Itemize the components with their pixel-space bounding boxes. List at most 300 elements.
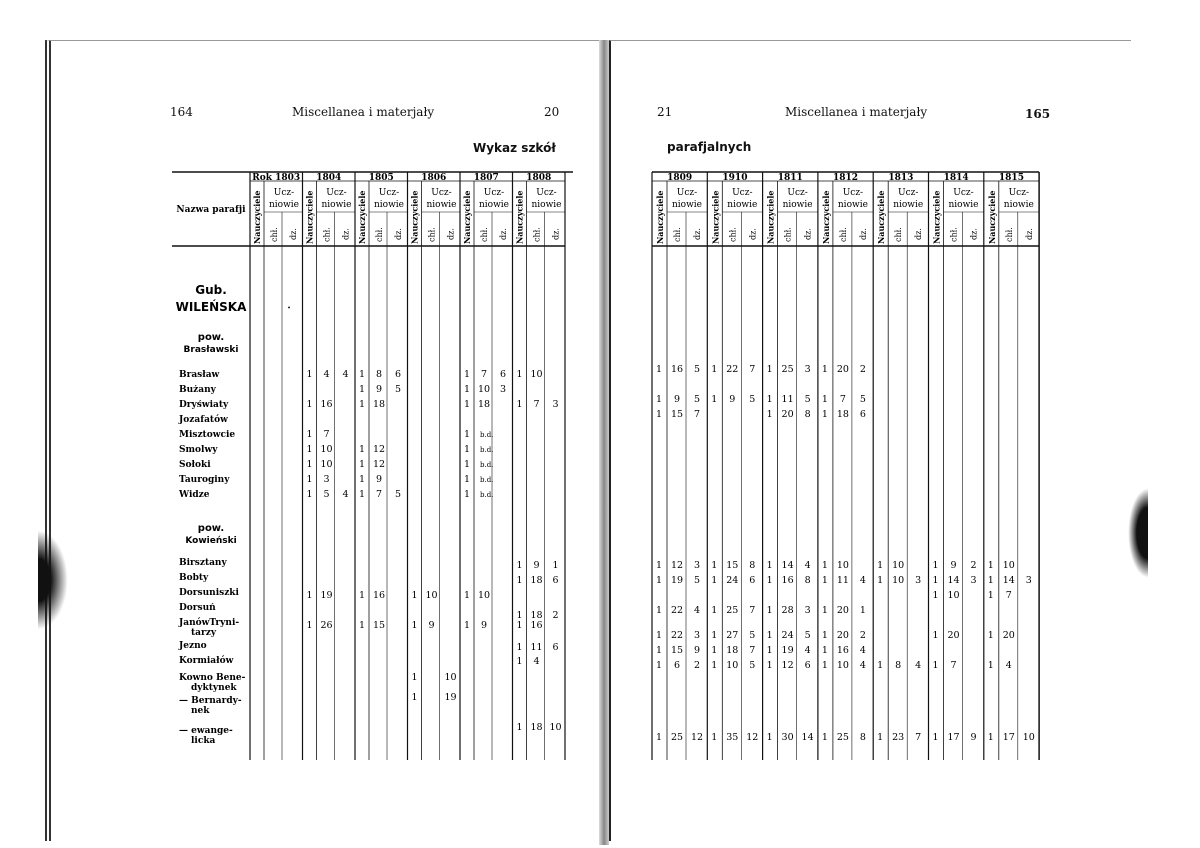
data-cell: 1: [711, 630, 718, 641]
data-cell: 1: [655, 575, 663, 586]
girls-header: dz.: [693, 228, 702, 240]
data-cell: b.d.: [480, 491, 494, 499]
year-label-1815: 1815: [998, 173, 1024, 183]
data-cell: 1: [859, 605, 866, 616]
data-cell: 3: [915, 575, 922, 586]
year-label-1809: 1809: [667, 173, 693, 183]
data-cell: 1: [306, 459, 313, 470]
year-label-1804: 1804: [316, 173, 342, 183]
boys-header: chł.: [375, 227, 384, 242]
data-cell: 19: [444, 692, 457, 703]
data-cell: 1: [766, 660, 773, 671]
data-cell: 6: [673, 660, 681, 671]
parish-name: Tauroginy: [179, 475, 230, 485]
data-cell: 10: [477, 590, 491, 601]
data-cell: 10: [425, 590, 438, 601]
data-cell: 7: [749, 364, 756, 375]
girls-header: dz.: [341, 228, 351, 240]
data-cell: 6: [499, 369, 507, 380]
data-cell: 1: [655, 630, 663, 641]
data-cell: 7: [533, 399, 540, 410]
parish-name: Sołoki: [179, 460, 211, 470]
data-cell: 25: [726, 605, 739, 616]
data-cell: 1: [932, 732, 939, 743]
data-cell: 1: [987, 732, 994, 743]
data-cell: 12: [746, 732, 759, 743]
data-cell: 6: [552, 642, 559, 653]
data-cell: 1: [877, 660, 884, 671]
data-cell: 1: [306, 620, 313, 631]
pupils-header: niowie: [426, 200, 457, 210]
pupils-header: niowie: [837, 200, 868, 210]
pupils-header: niowie: [893, 200, 924, 210]
data-cell: 18: [477, 399, 491, 410]
data-cell: 1: [877, 732, 884, 743]
teachers-header: Nauczyciele: [357, 190, 367, 244]
boys-header: chł.: [728, 227, 738, 242]
data-cell: 1: [987, 590, 994, 601]
data-cell: 9: [729, 394, 736, 405]
data-cell: 20: [836, 364, 849, 375]
girls-header: dz.: [969, 228, 979, 240]
pow-label: Kowieński: [185, 536, 237, 546]
data-cell: 8: [804, 409, 811, 420]
year-label-1806: 1806: [421, 173, 447, 183]
data-cell: 5: [323, 489, 330, 500]
data-cell: 14: [781, 560, 794, 571]
data-cell: 19: [670, 575, 684, 586]
data-cell: 1: [516, 560, 523, 571]
data-cell: 3: [693, 630, 701, 641]
data-cell: b.d.: [480, 446, 494, 454]
data-cell: 1: [766, 394, 773, 405]
data-cell: b.d.: [480, 431, 494, 439]
pupils-header: niowie: [948, 200, 979, 210]
pupils-header: Ucz-: [787, 188, 808, 198]
data-cell: 22: [670, 630, 684, 641]
data-cell: 20: [1002, 630, 1015, 641]
data-cell: 4: [859, 660, 866, 671]
data-cell: 22: [726, 364, 739, 375]
data-cell: 7: [839, 394, 846, 405]
parish-name: JanówTryni-: [179, 618, 240, 628]
data-cell: 18: [530, 610, 543, 621]
data-cell: 8: [804, 575, 811, 586]
pupils-header: Ucz-: [326, 188, 347, 198]
data-cell: 9: [375, 474, 383, 485]
left-running-title: Miscellanea i materjały: [292, 105, 435, 119]
pupils-header: niowie: [1003, 200, 1034, 210]
left-caption: Wykaz szkół: [473, 141, 556, 155]
data-cell: 1: [463, 384, 471, 395]
data-cell: 15: [670, 645, 684, 656]
data-cell: 5: [859, 394, 866, 405]
data-cell: 12: [372, 459, 386, 470]
data-cell: 1: [411, 692, 418, 703]
parish-name: Kowno Bene-: [179, 673, 246, 683]
data-cell: 9: [693, 645, 701, 656]
data-cell: 19: [781, 645, 794, 656]
data-cell: 12: [372, 444, 386, 455]
data-cell: 8: [859, 732, 866, 743]
data-cell: 3: [970, 575, 977, 586]
pupils-header: Ucz-: [897, 188, 919, 198]
data-cell: 1: [516, 656, 523, 667]
data-cell: 8: [895, 660, 902, 671]
data-cell: 1: [306, 369, 313, 380]
pupils-header: niowie: [321, 200, 352, 210]
data-cell: 16: [530, 620, 543, 631]
data-cell: 1: [516, 722, 523, 733]
pupils-header: niowie: [268, 200, 300, 210]
data-cell: 7: [915, 732, 922, 743]
data-cell: 1: [463, 369, 471, 380]
data-cell: 4: [804, 560, 811, 571]
data-cell: 1: [463, 474, 471, 485]
girls-header: dz.: [1024, 228, 1034, 240]
data-cell: 25: [781, 364, 794, 375]
year-label-1812: 1812: [833, 173, 859, 183]
parish-name: Dorsuń: [179, 603, 216, 613]
data-cell: 1: [987, 575, 994, 586]
teachers-header: Nauczyciele: [252, 190, 262, 244]
teachers-header: Nauczyciele: [986, 190, 997, 244]
parish-name: nek: [191, 706, 210, 716]
data-cell: 1: [358, 459, 366, 470]
year-label-1805: 1805: [368, 173, 394, 183]
boys-header: chł.: [480, 227, 489, 242]
year-label-1814: 1814: [943, 173, 969, 183]
parish-name: Smolwy: [179, 445, 218, 455]
data-cell: 1: [766, 409, 773, 420]
data-cell: 4: [859, 575, 866, 586]
pow-label: Brasławski: [183, 345, 239, 355]
data-cell: 10: [530, 369, 543, 380]
girls-header: dz.: [748, 228, 758, 240]
data-cell: 1: [552, 560, 559, 571]
data-cell: 18: [372, 399, 386, 410]
data-cell: 20: [836, 605, 849, 616]
data-cell: 27: [726, 630, 739, 641]
data-cell: 2: [859, 630, 866, 641]
data-cell: 15: [372, 620, 386, 631]
data-cell: 1: [766, 605, 773, 616]
pupils-header: Ucz-: [378, 188, 400, 198]
boys-header: chł.: [783, 227, 793, 242]
data-cell: 1: [821, 575, 828, 586]
data-cell: 5: [804, 394, 811, 405]
data-cell: 20: [781, 409, 794, 420]
data-cell: 9: [950, 560, 957, 571]
data-cell: 10: [836, 560, 849, 571]
pupils-header: Ucz-: [732, 188, 753, 198]
boys-header: chł.: [322, 227, 332, 242]
parish-name: Misztowcie: [179, 430, 236, 440]
data-cell: 7: [375, 489, 383, 500]
boys-header: chł.: [838, 227, 848, 242]
data-cell: 9: [480, 620, 488, 631]
data-cell: 17: [947, 732, 960, 743]
pow-label: pow.: [197, 523, 225, 534]
pupils-header: niowie: [782, 200, 813, 210]
data-cell: 1: [306, 399, 313, 410]
data-cell: 20: [836, 630, 849, 641]
pupils-header: Ucz-: [842, 188, 864, 198]
data-cell: 1: [358, 384, 366, 395]
stray-mark: •: [287, 305, 291, 312]
pupils-header: Ucz-: [676, 188, 698, 198]
data-cell: 1: [516, 399, 523, 410]
data-cell: 1: [358, 590, 366, 601]
teachers-header: Nauczyciele: [931, 190, 942, 244]
data-cell: 12: [670, 560, 684, 571]
data-cell: 1: [358, 474, 366, 485]
data-cell: 14: [1002, 575, 1015, 586]
data-cell: 10: [892, 560, 905, 571]
right-running-title: Miscellanea i materjały: [785, 105, 928, 119]
data-cell: 4: [693, 605, 701, 616]
data-cell: 1: [358, 489, 366, 500]
data-cell: 1: [655, 660, 663, 671]
data-cell: 5: [693, 364, 701, 375]
boys-header: chł.: [270, 227, 279, 242]
data-cell: 1: [306, 474, 313, 485]
data-cell: 7: [1005, 590, 1012, 601]
data-cell: 1: [987, 630, 994, 641]
parish-name: dyktynek: [191, 683, 237, 693]
data-cell: 12: [781, 660, 794, 671]
data-cell: 3: [323, 474, 330, 485]
data-cell: 1: [516, 620, 523, 631]
data-cell: 14: [947, 575, 960, 586]
data-cell: 16: [670, 364, 684, 375]
data-cell: 18: [836, 409, 849, 420]
data-cell: 1: [306, 429, 313, 440]
data-cell: 7: [950, 660, 957, 671]
data-cell: 1: [655, 732, 663, 743]
data-cell: 15: [726, 560, 739, 571]
data-cell: 7: [749, 645, 756, 656]
data-cell: 1: [821, 605, 828, 616]
girls-header: dz.: [394, 228, 403, 240]
data-cell: 2: [859, 364, 866, 375]
data-cell: 15: [670, 409, 684, 420]
data-cell: 9: [375, 384, 383, 395]
data-cell: 1: [655, 605, 663, 616]
data-cell: 9: [533, 560, 540, 571]
data-cell: 1: [821, 645, 828, 656]
data-cell: 1: [655, 364, 663, 375]
parish-name: Dorsuniszki: [179, 588, 239, 598]
data-cell: 4: [804, 645, 811, 656]
boys-header: chł.: [949, 227, 959, 242]
data-cell: 11: [530, 642, 543, 653]
data-cell: 7: [693, 409, 701, 420]
data-cell: 1: [711, 560, 718, 571]
data-cell: 35: [726, 732, 739, 743]
pupils-header: niowie: [671, 200, 703, 210]
data-cell: 9: [970, 732, 977, 743]
data-cell: 1: [766, 732, 773, 743]
data-cell: 10: [1002, 560, 1015, 571]
data-cell: 1: [306, 444, 313, 455]
data-cell: 10: [444, 672, 457, 683]
girls-header: dz.: [551, 228, 561, 240]
year-label-1813: 1813: [888, 173, 914, 183]
data-cell: 1: [821, 560, 828, 571]
gub-label: WILEŃSKA: [175, 300, 247, 314]
boys-header: chł.: [532, 227, 542, 242]
data-cell: 5: [394, 489, 402, 500]
data-cell: 1: [358, 369, 366, 380]
data-cell: 1: [987, 660, 994, 671]
data-cell: 1: [516, 575, 523, 586]
data-cell: 1: [766, 630, 773, 641]
parish-name: tarzy: [191, 628, 217, 638]
teachers-header: Nauczyciele: [820, 190, 831, 244]
girls-header: dz.: [446, 228, 456, 240]
data-cell: 1: [655, 394, 663, 405]
data-cell: 18: [530, 722, 543, 733]
data-cell: 7: [323, 429, 330, 440]
gub-label: Gub.: [195, 283, 227, 297]
data-cell: 4: [533, 656, 540, 667]
pupils-header: niowie: [727, 200, 758, 210]
left-page-number: 164: [170, 105, 193, 119]
data-cell: 5: [693, 575, 701, 586]
data-cell: 1: [711, 364, 718, 375]
data-cell: 1: [711, 645, 718, 656]
parish-name: Widze: [179, 490, 210, 500]
data-cell: 2: [970, 560, 977, 571]
data-cell: 1: [411, 672, 418, 683]
data-cell: 5: [693, 394, 701, 405]
teachers-header: Nauczyciele: [514, 190, 525, 244]
data-cell: 1: [711, 575, 718, 586]
data-cell: 2: [693, 660, 701, 671]
parish-name: Bobty: [179, 573, 209, 583]
data-cell: 5: [749, 660, 756, 671]
data-cell: 10: [836, 660, 849, 671]
data-cell: 1: [463, 429, 471, 440]
data-cell: 16: [836, 645, 849, 656]
data-cell: 1: [932, 590, 939, 601]
pupils-header: Ucz-: [273, 188, 295, 198]
data-cell: 4: [859, 645, 866, 656]
data-cell: 3: [693, 560, 701, 571]
pupils-header: Ucz-: [953, 188, 974, 198]
data-cell: 19: [320, 590, 333, 601]
girls-header: dz.: [499, 228, 508, 240]
data-cell: 1: [655, 645, 663, 656]
data-cell: 1: [932, 660, 939, 671]
data-cell: 5: [804, 630, 811, 641]
pupils-header: niowie: [373, 200, 405, 210]
data-cell: 1: [821, 660, 828, 671]
data-cell: 1: [821, 364, 828, 375]
data-cell: 10: [726, 660, 739, 671]
year-label-1803: Rok 1803: [252, 173, 301, 183]
left-table-number: 20: [544, 105, 560, 119]
data-cell: 23: [892, 732, 905, 743]
data-cell: 1: [463, 489, 471, 500]
parish-name: — ewange-: [179, 726, 233, 736]
data-cell: 1: [821, 732, 828, 743]
data-cell: 16: [781, 575, 794, 586]
data-cell: 1: [516, 610, 523, 621]
data-cell: 1: [932, 575, 939, 586]
data-cell: 4: [915, 660, 922, 671]
girls-header: dz.: [803, 228, 813, 240]
data-cell: 4: [342, 489, 349, 500]
data-cell: 1: [655, 409, 663, 420]
data-cell: 8: [375, 369, 383, 380]
data-cell: 1: [655, 560, 663, 571]
data-cell: 1: [516, 642, 523, 653]
data-cell: 10: [1022, 732, 1035, 743]
data-cell: 10: [320, 444, 333, 455]
data-cell: 11: [781, 394, 794, 405]
data-cell: 24: [781, 630, 794, 641]
data-cell: 30: [781, 732, 794, 743]
teachers-header: Nauczyciele: [876, 190, 887, 244]
data-cell: 1: [463, 444, 471, 455]
data-cell: 1: [766, 645, 773, 656]
data-cell: 3: [499, 384, 507, 395]
data-cell: 1: [463, 590, 471, 601]
data-cell: 1: [932, 560, 939, 571]
data-cell: 11: [836, 575, 849, 586]
data-cell: 1: [877, 575, 884, 586]
data-cell: 1: [821, 394, 828, 405]
girls-header: dz.: [914, 228, 924, 240]
data-cell: 1: [987, 560, 994, 571]
year-label-1910: 1910: [722, 173, 748, 183]
parish-name: Kormiałów: [179, 656, 234, 666]
right-table-number: 21: [657, 105, 673, 119]
data-cell: 2: [552, 610, 559, 621]
parish-name: — Bernardy-: [179, 696, 242, 706]
parish-name: Bużany: [179, 385, 216, 395]
data-cell: 1: [411, 590, 418, 601]
data-cell: 3: [552, 399, 559, 410]
data-cell: 10: [477, 384, 491, 395]
data-cell: 12: [690, 732, 704, 743]
boys-header: chł.: [427, 227, 437, 242]
data-cell: 7: [480, 369, 488, 380]
data-cell: 3: [804, 364, 811, 375]
parish-name: Dryświaty: [179, 400, 229, 410]
data-cell: 1: [711, 732, 718, 743]
data-cell: 14: [801, 732, 814, 743]
data-cell: b.d.: [480, 476, 494, 484]
data-cell: 3: [804, 605, 811, 616]
teachers-header: Nauczyciele: [710, 190, 721, 244]
data-cell: 1: [358, 444, 366, 455]
pupils-header: niowie: [531, 200, 562, 210]
data-cell: 1: [358, 620, 366, 631]
data-cell: 4: [342, 369, 349, 380]
data-cell: 16: [320, 399, 333, 410]
parish-name: Jezno: [179, 641, 207, 651]
boys-header: chł.: [673, 227, 682, 242]
data-cell: 10: [320, 459, 333, 470]
parish-name: Jozafatów: [179, 415, 228, 425]
data-cell: 1: [766, 560, 773, 571]
data-cell: 25: [670, 732, 684, 743]
pupils-header: Ucz-: [1008, 188, 1030, 198]
data-cell: 9: [428, 620, 435, 631]
